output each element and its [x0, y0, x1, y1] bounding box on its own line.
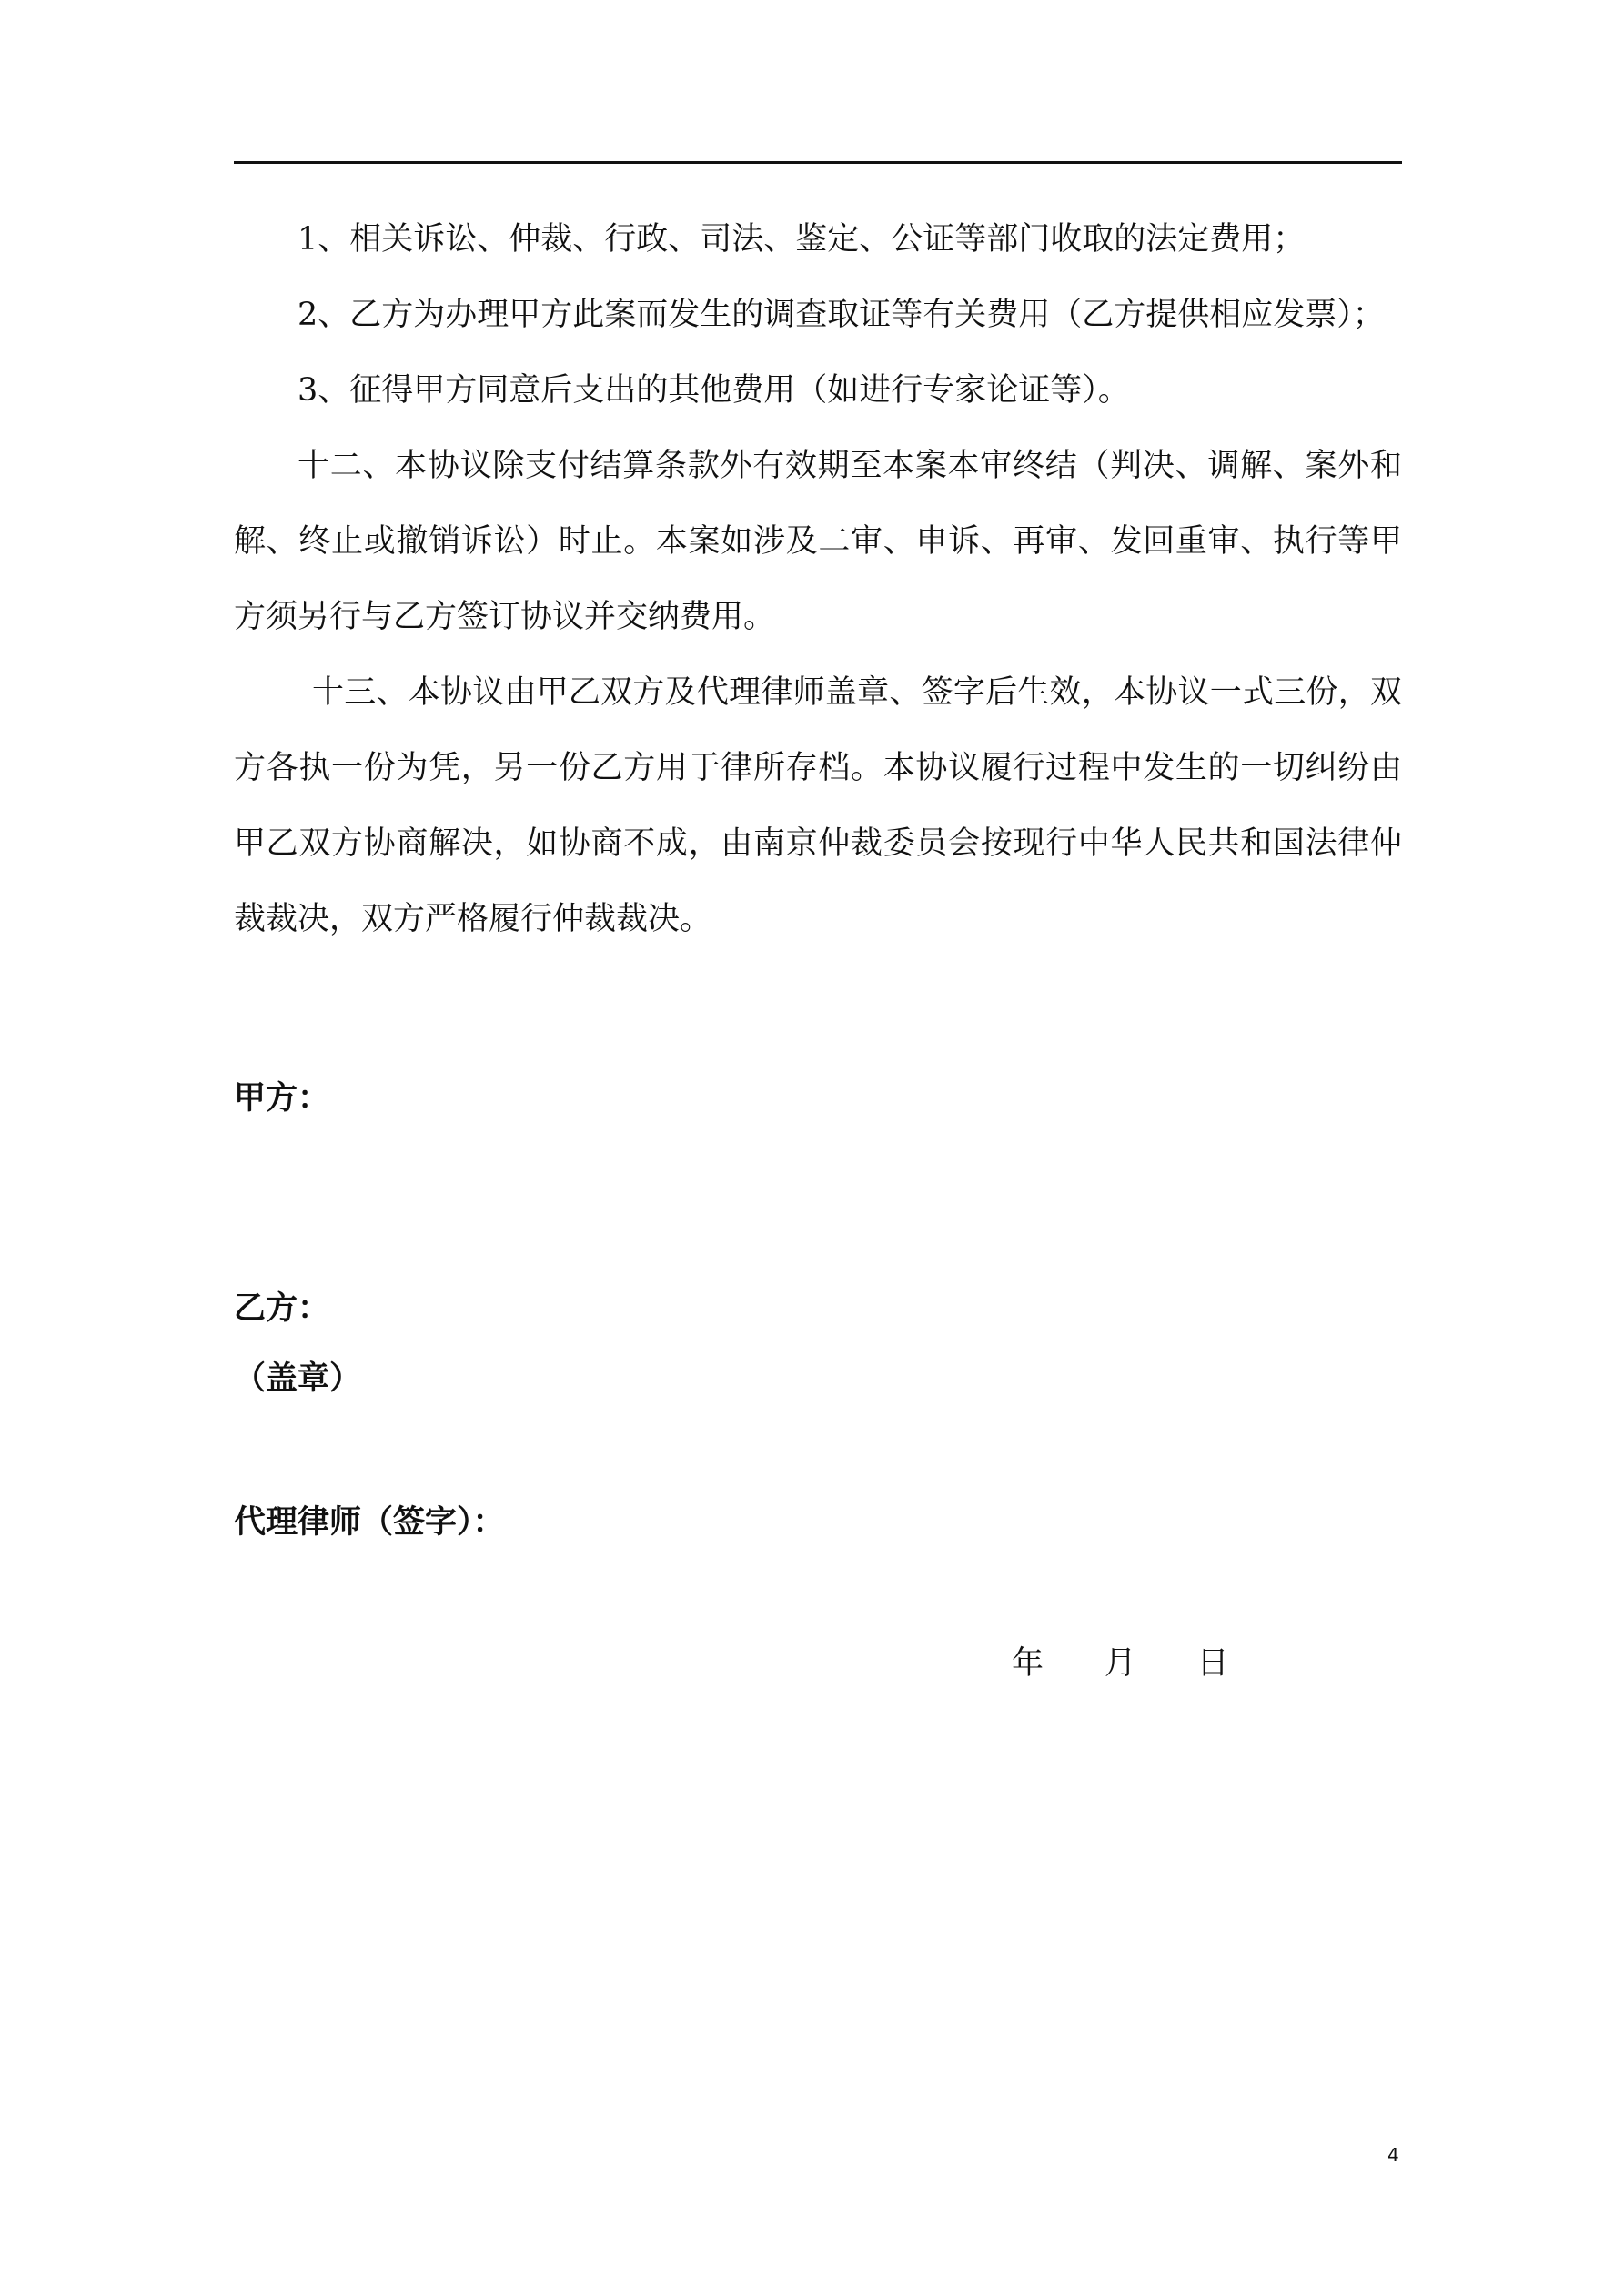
date-day: 日 — [1196, 1645, 1229, 1682]
lawyer-signature-label: 代理律师（签字）： — [234, 1504, 505, 1541]
fee-item-1: 1、相关诉讼、仲裁、行政、司法、鉴定、公证等部门收取的法定费用； — [298, 221, 1306, 258]
fee-item-3: 3、征得甲方同意后支出的其他费用（如进行专家论证等）。 — [298, 372, 1130, 409]
header-rule — [234, 161, 1402, 164]
clause-12: 十二、本协议除支付结算条款外有效期至本案本审终结（判决、调解、案外和解、终止或撤销诉讼）时止。本案如涉及二审、申诉、再审、发回重审、执行等甲方须另行与乙方签订协议并交纳费用。 — [234, 448, 1402, 635]
date-line — [1012, 1644, 1229, 1684]
page-number: 4 — [1387, 2144, 1399, 2166]
fee-item-2: 2、乙方为办理甲方此案而发生的调查取证等有关费用（乙方提供相应发票）； — [298, 297, 1385, 333]
fee-list — [234, 202, 1402, 957]
date-month: 月 — [1104, 1645, 1136, 1682]
party-b-label: 乙方： — [234, 1290, 330, 1327]
date-year: 年 — [1012, 1645, 1044, 1682]
party-a-label: 甲方： — [234, 1080, 330, 1117]
clause-13: 十三、本协议由甲乙双方及代理律师盖章、签字后生效，本协议一式三份，双方各执一份为凭，另一份乙方用于律所存档。本协议履行过程中发生的一切纠纷由甲乙双方协商解决，如协商不成，由南京仲裁委员会按现行中华人民共和国法律仲裁裁决，双方严格履行仲裁裁决。 — [234, 674, 1402, 937]
seal-label: （盖章） — [234, 1360, 362, 1397]
